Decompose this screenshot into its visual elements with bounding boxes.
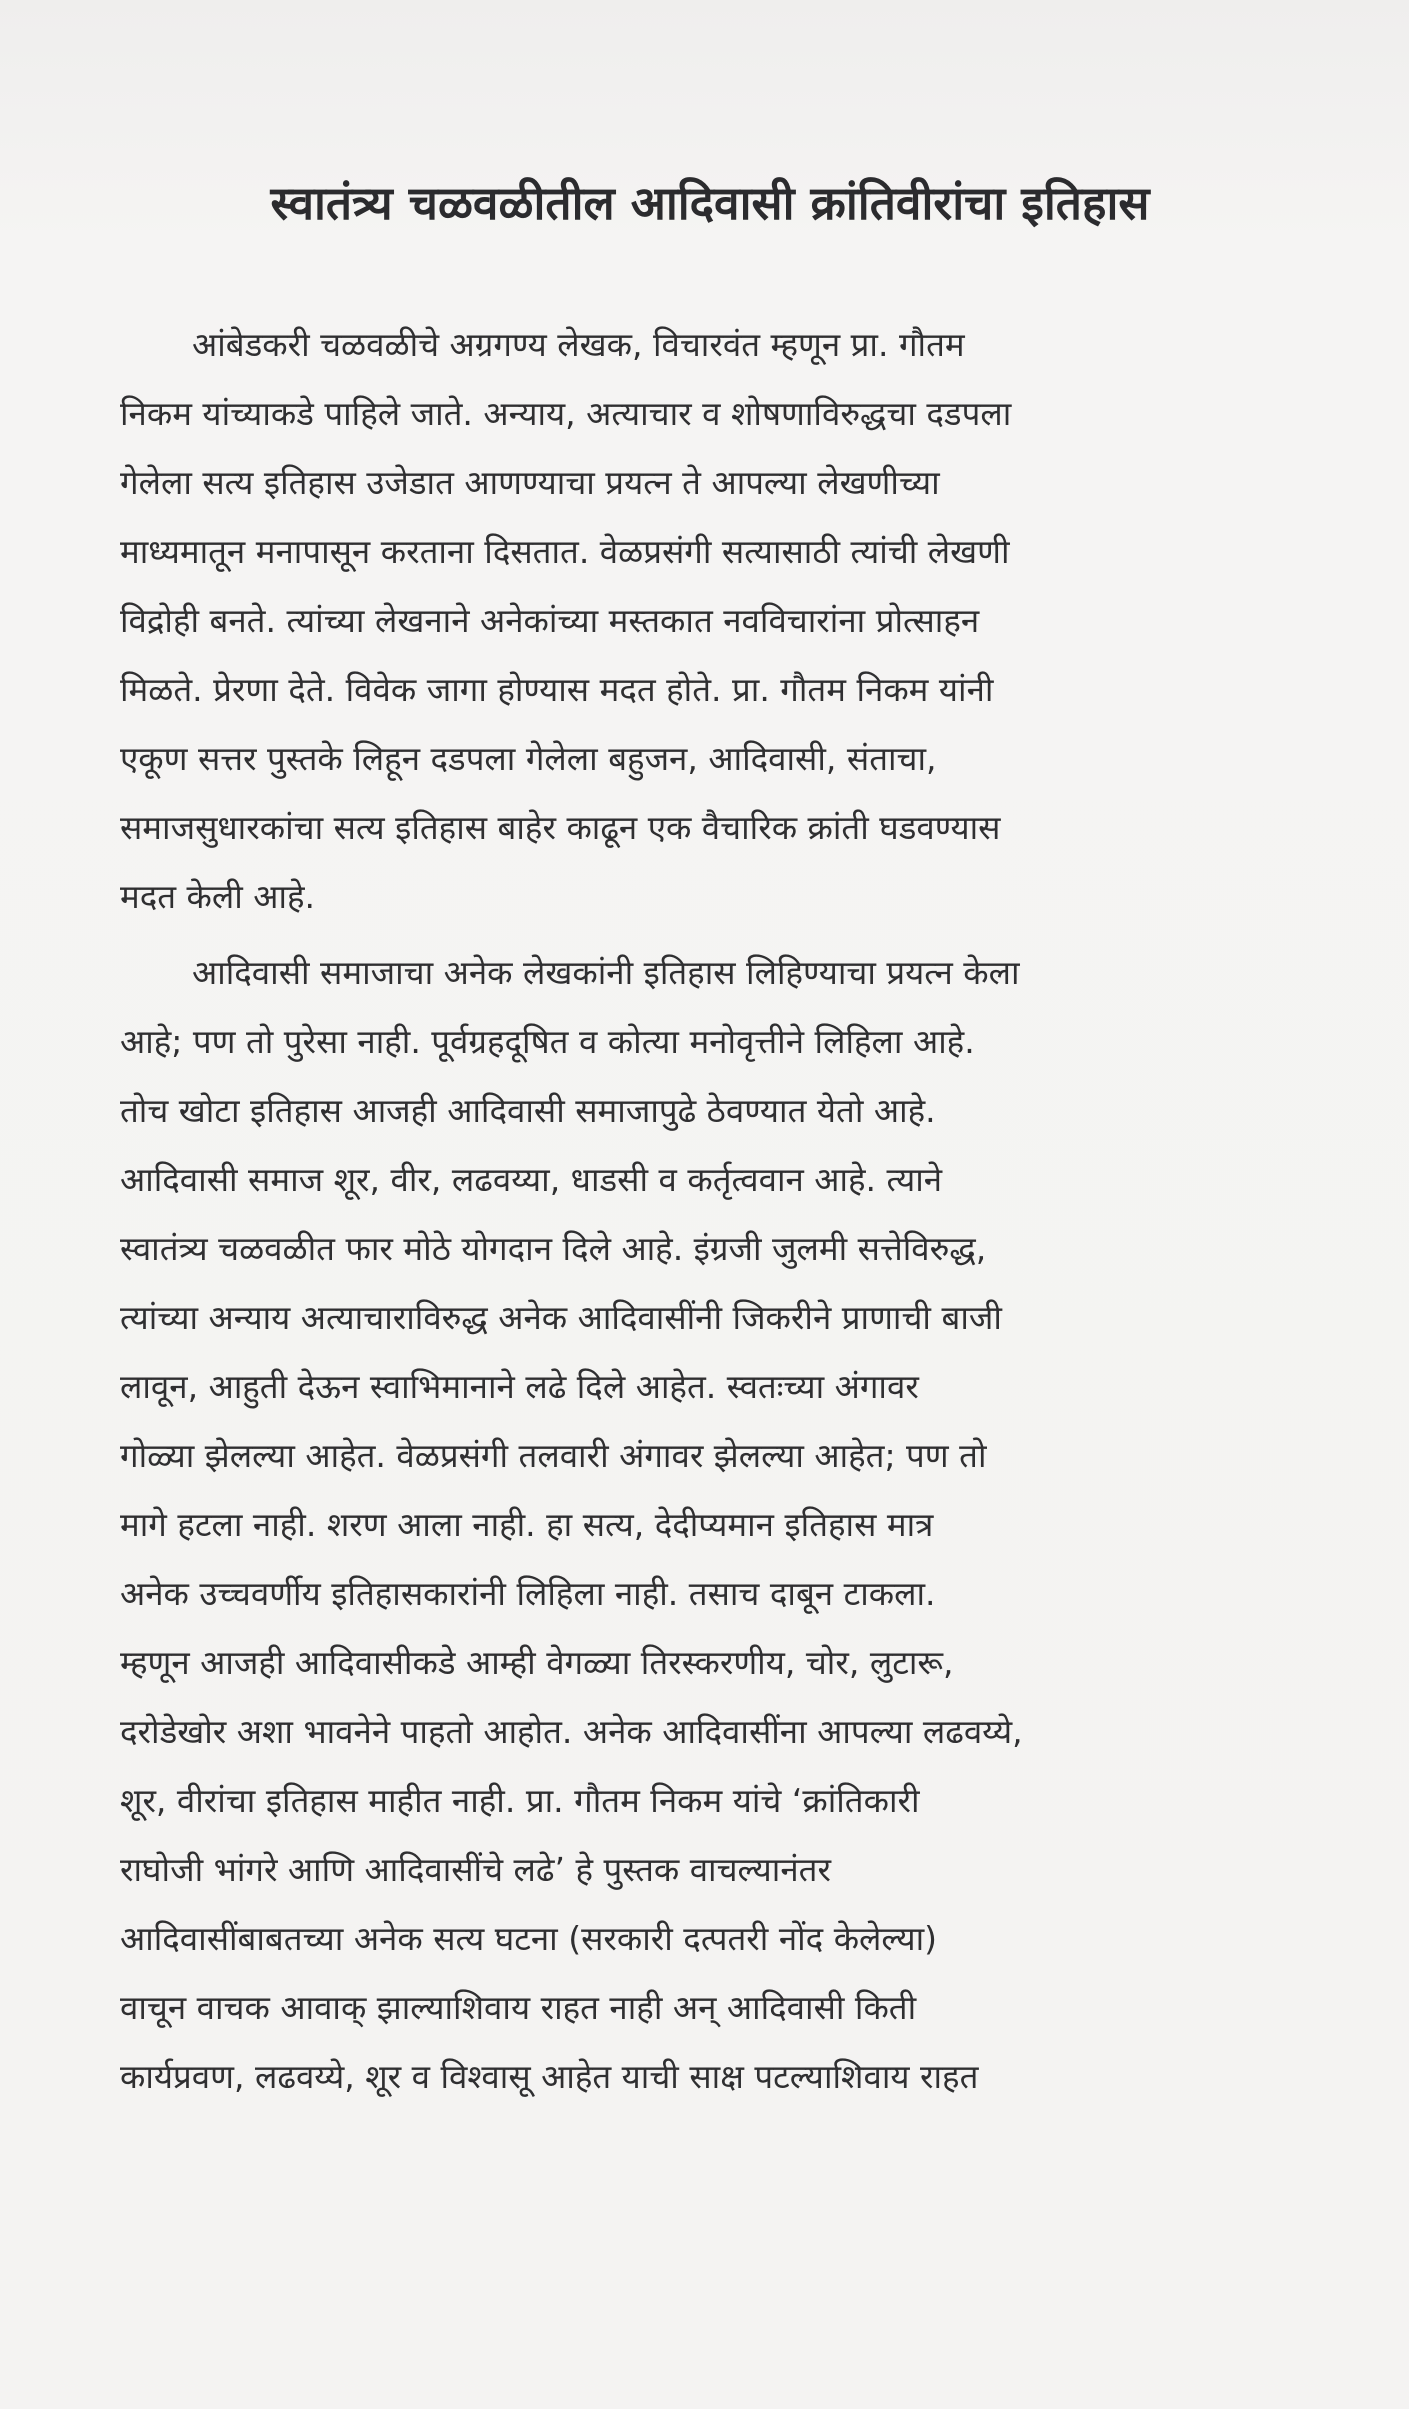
paragraph-2 xyxy=(120,938,1305,2111)
text-line: वाचून वाचक आवाक् झाल्याशिवाय राहत नाही अन् आदिवासी किती xyxy=(120,1988,917,2027)
text-line: म्हणून आजही आदिवासीकडे आम्ही वेगळ्या तिरस्करणीय, चोर, लुटारू, xyxy=(120,1643,954,1682)
text-line: मागे हटला नाही. शरण आला नाही. हा सत्य, देदीप्यमान इतिहास मात्र xyxy=(120,1505,934,1544)
paragraph-1 xyxy=(120,310,1305,931)
text-line: शूर, वीरांचा इतिहास माहीत नाही. प्रा. गौतम निकम यांचे ‘क्रांतिकारी xyxy=(120,1781,920,1820)
text-line: गोळ्या झेलल्या आहेत. वेळप्रसंगी तलवारी अंगावर झेलल्या आहेत; पण तो xyxy=(120,1436,987,1475)
text-line: मिळते. प्रेरणा देते. विवेक जागा होण्यास मदत होते. प्रा. गौतम निकम यांनी xyxy=(120,670,994,709)
text-line: विद्रोही बनते. त्यांच्या लेखनाने अनेकांच्या मस्तकात नवविचारांना प्रोत्साहन xyxy=(120,601,980,640)
text-line: आदिवासींबाबतच्या अनेक सत्य घटना (सरकारी दत्पतरी नोंद केलेल्या) xyxy=(120,1919,938,1958)
text-line: माध्यमातून मनापासून करताना दिसतात. वेळप्रसंगी सत्यासाठी त्यांची लेखणी xyxy=(120,532,1010,571)
text-line: तोच खोटा इतिहास आजही आदिवासी समाजापुढे ठेवण्यात येतो आहे. xyxy=(120,1091,936,1130)
text-line: समाजसुधारकांचा सत्य इतिहास बाहेर काढून एक वैचारिक क्रांती घडवण्यास xyxy=(120,808,1001,847)
text-line: आहे; पण तो पुरेसा नाही. पूर्वग्रहदूषित व कोत्या मनोवृत्तीने लिहिला आहे. xyxy=(120,1022,975,1061)
text-line: निकम यांच्याकडे पाहिले जाते. अन्याय, अत्याचार व शोषणाविरुद्धचा दडपला xyxy=(120,394,1012,433)
text-line: आदिवासी समाज शूर, वीर, लढवय्या, धाडसी व कर्तृत्ववान आहे. त्याने xyxy=(120,1160,943,1199)
text-line: एकूण सत्तर पुस्तके लिहून दडपला गेलेला बहुजन, आदिवासी, संताचा, xyxy=(120,739,937,778)
text-line: आंबेडकरी चळवळीचे अग्रगण्य लेखक, विचारवंत म्हणून प्रा. गौतम xyxy=(192,325,965,364)
text-line: आदिवासी समाजाचा अनेक लेखकांनी इतिहास लिहिण्याचा प्रयत्न केला xyxy=(192,953,1020,992)
page-title: स्वातंत्र्य चळवळीतील आदिवासी क्रांतिवीरांचा इतिहास xyxy=(270,176,1150,230)
text-line: मदत केली आहे. xyxy=(120,877,316,916)
text-line: कार्यप्रवण, लढवय्ये, शूर व विश्वासू आहेत याची साक्ष पटल्याशिवाय राहत xyxy=(120,2057,979,2096)
text-line: राघोजी भांगरे आणि आदिवासींचे लढे’ हे पुस्तक वाचल्यानंतर xyxy=(120,1850,831,1889)
text-line: लावून, आहुती देऊन स्वाभिमानाने लढे दिले आहेत. स्वतःच्या अंगावर xyxy=(120,1367,919,1406)
text-line: स्वातंत्र्य चळवळीत फार मोठे योगदान दिले आहे. इंग्रजी जुलमी सत्तेविरुद्ध, xyxy=(120,1229,987,1268)
text-line: दरोडेखोर अशा भावनेने पाहतो आहोत. अनेक आदिवासींना आपल्या लढवय्ये, xyxy=(120,1712,1023,1751)
text-line: अनेक उच्चवर्णीय इतिहासकारांनी लिहिला नाही. तसाच दाबून टाकला. xyxy=(120,1574,936,1613)
text-line: त्यांच्या अन्याय अत्याचाराविरुद्ध अनेक आदिवासींनी जिकरीने प्राणाची बाजी xyxy=(120,1298,1002,1337)
text-line: गेलेला सत्य इतिहास उजेडात आणण्याचा प्रयत्न ते आपल्या लेखणीच्या xyxy=(120,463,940,502)
